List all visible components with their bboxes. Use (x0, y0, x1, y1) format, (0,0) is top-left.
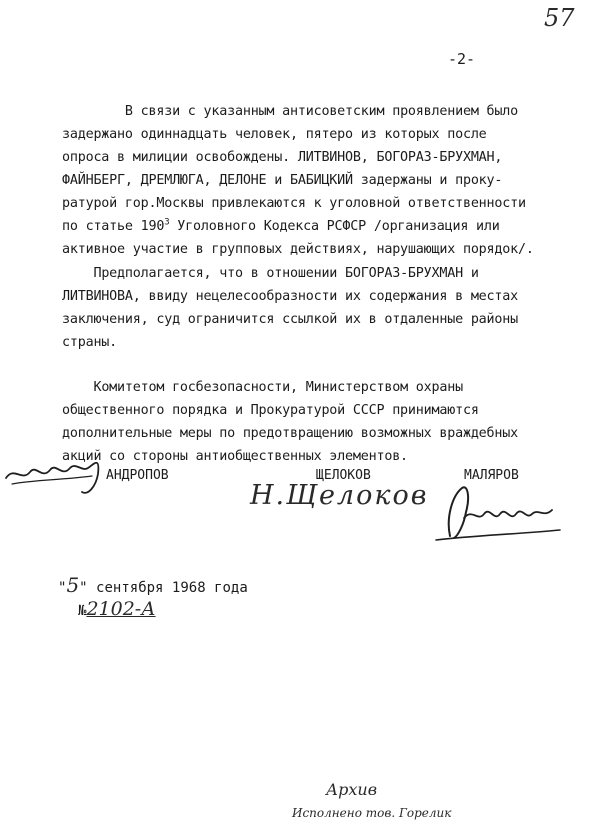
paragraph-sentence-expectation (62, 262, 582, 354)
shchelokov-signature: Н.Щелоков (250, 480, 429, 511)
paragraph-detentions (62, 100, 582, 261)
text-line: заключения, суд ограничится ссылкой их в отдаленные районы (62, 312, 518, 327)
andropov-signature (2, 452, 112, 502)
paragraph-measures (62, 376, 582, 468)
document-number-handwritten: 2102-А (86, 598, 156, 620)
article-superscript: 3 (164, 217, 170, 228)
date-day-handwritten: 5 (66, 573, 80, 597)
text-line: ратурой гор.Москвы привлекаются к уголовной ответственности (62, 196, 526, 211)
text-line: акций со стороны антиобщественных элементов. (62, 449, 408, 464)
handwritten-note-archive: Архив (326, 780, 377, 799)
text-line: по статье $190^3$ Уголовного Кодекса РСФСР /организация или (62, 217, 500, 234)
handwritten-note-executed: Исполнено тов. Горелик (292, 806, 452, 820)
text-line: опроса в милиции освобождены. ЛИТВИНОВ, БОГОРАЗ-БРУХМАН, (62, 150, 503, 165)
text-line: ФАЙНБЕРГ, ДРЕМЛЮГА, ДЕЛОНЕ и БАБИЦКИЙ задержаны и проку- (62, 173, 503, 188)
text-line: В связи с указанным антисоветским проявлением было (124, 104, 518, 119)
text-line: Комитетом госбезопасности, Министерством охраны (93, 380, 463, 395)
text-line: страны. (62, 335, 118, 350)
signatory-shchelokov: ЩЕЛОКОВ (316, 468, 371, 483)
document-number: №2102-А (78, 598, 156, 620)
malyarov-signature (428, 478, 568, 548)
signatory-malyarov: МАЛЯРОВ (464, 468, 519, 483)
page-number: -2- (448, 50, 476, 68)
text-line: активное участие в групповых действиях, нарушающих порядок/. (62, 242, 534, 257)
signatory-andropov: АНДРОПОВ (106, 468, 169, 483)
archive-page-number: 57 (544, 4, 575, 32)
text-line: дополнительные меры по предотвращению возможных враждебных (62, 426, 518, 441)
document-date: "5" сентября 1968 года (58, 573, 248, 597)
text-line: ЛИТВИНОВА, ввиду нецелесообразности их содержания в местах (62, 289, 518, 304)
text-line: задержано одиннадцать человек, пятеро из которых после (62, 127, 487, 142)
text-line: Предполагается, что в отношении БОГОРАЗ-БРУХМАН и (93, 266, 479, 281)
text-line: общественного порядка и Прокуратурой СССР принимаются (62, 403, 479, 418)
